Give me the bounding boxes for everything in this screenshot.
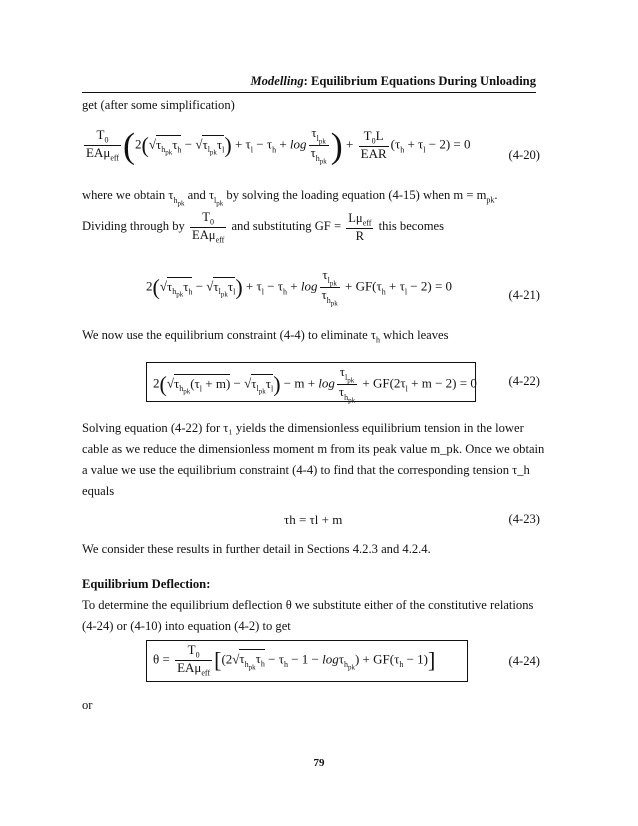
obtain-line: where we obtain $\tau_{h_{pk}}$ and $\tau_{l_{pk}}$ by solving the loading equation (4-15) when $m = m_{pk}$. (82, 188, 498, 208)
equation-4-24: θ = $\frac{T_0}{EA\mu_{eff}}$ $[(2√\tau_{h_{pk}}\tau_h - \tau_h - 1 - \log\tau_{h_{pk}}) + GF(\tau_h - 1)]$ (153, 642, 436, 678)
constraint-suffix: which leaves (383, 328, 449, 342)
equation-4-24-box (146, 640, 468, 682)
consider-line: We consider these results in further detail in Sections 4.2.3 and 4.2.4. (82, 542, 431, 556)
equation-4-20-number: (4-20) (508, 148, 540, 162)
dividing-suffix: this becomes (378, 219, 444, 234)
header-title: : Equilibrium Equations During Unloading (303, 74, 536, 88)
obtain-mid: and (187, 188, 206, 202)
equation-4-21: $2(√\tau_{h_{pk}}\tau_h - √\tau_{l_{pk}}\tau_l) + \tau_l - \tau_h + \log$ $\frac{\tau_{l_{pk}}}{\tau_{h_{pk}}}$ + $GF(\tau_h + \tau_l - 2) = 0$ (146, 267, 453, 308)
solving-line-3: a value we use the equilibrium constraint (4-4) to find that the corresponding tension τ_h (82, 463, 530, 477)
obtain-suffix-sub: pk (486, 195, 495, 205)
intro-text: get (after some simplification) (82, 98, 235, 112)
constraint-prefix: We now use the equilibrium constraint (4-4) to eliminate (82, 328, 368, 342)
obtain-suffix: by solving the loading equation (4-15) when m = m (226, 188, 487, 202)
running-header (82, 74, 536, 93)
equation-4-24-number: (4-24) (508, 654, 540, 668)
equation-4-23: τh = τl + m (284, 512, 343, 527)
equation-4-22-number: (4-22) (508, 374, 540, 388)
solving-line-4: equals (82, 484, 115, 498)
equation-4-21-number: (4-21) (508, 288, 540, 302)
dividing-mid: and substituting GF = (231, 219, 342, 234)
equation-4-20: $\frac{T_0}{EA\mu_{eff}}$ ($2(√\tau_{h_{pk}}\tau_h - √\tau_{l_{pk}}\tau_l) + \tau_l - \tau_h + \log$ $\frac{\tau_{l_{pk}}}{\tau_{h_{pk}}}$ ) + $\frac{T_0L}{\text{EAR}}$ $(\tau_h + \tau_l - 2) = 0$ (86, 125, 471, 166)
dividing-prefix: Dividing through by (82, 219, 185, 234)
deflection-heading: Equilibrium Deflection: (82, 577, 211, 591)
or-text: or (82, 698, 93, 712)
solving-paragraph (82, 418, 545, 502)
equation-4-23-number: (4-23) (508, 512, 540, 526)
deflection-line-2: (4-24) or (4-10) into equation (4-2) to get (82, 619, 291, 633)
equation-4-22-box (146, 362, 477, 405)
equation-4-22: $2(√\tau_{h_{pk}}(\tau_l + m) - √\tau_{l_{pk}}\tau_l) - m + \log$ $\frac{\tau_{l_{pk}}}{\tau_{h_{pk}}}$ + $GF(2\tau_l + m - 2) = 0$ (153, 364, 477, 405)
obtain-end: . (494, 188, 498, 202)
constraint-line: We now use the equilibrium constraint (4-4) to eliminate $\tau_h$ which leaves (82, 328, 449, 345)
solving-line-1: Solving equation (4-22) for τ₁ yields the dimensionless equilibrium tension in the lower (82, 421, 524, 435)
deflection-section (82, 574, 542, 637)
obtain-prefix: where we obtain (82, 188, 166, 202)
solving-line-2: cable as we reduce the dimensionless moment m from its peak value m_pk. Once we obtain (82, 442, 545, 456)
page-number: 79 (313, 757, 325, 769)
deflection-line-1: To determine the equilibrium deflection θ we substitute either of the constitutive relations (82, 598, 534, 612)
header-topic: Modelling (250, 74, 304, 88)
dividing-line: Dividing through by $\frac{T_0}{EA\mu_{eff}}$ and substituting GF = $\frac{L\mu_{eff}}{R}$ this becomes (82, 210, 444, 245)
